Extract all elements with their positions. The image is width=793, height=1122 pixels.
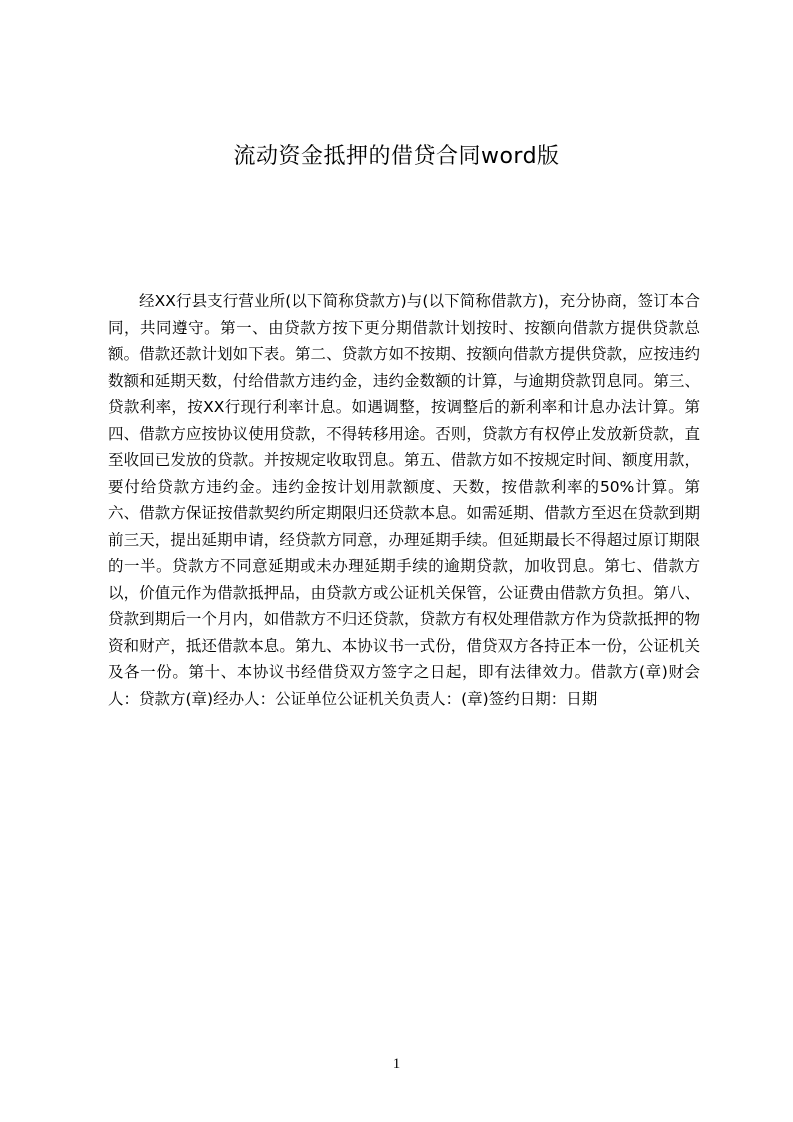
document-title: 流动资金抵押的借贷合同word版 [233,144,560,169]
contract-body-text: 经XX行县支行营业所(以下简称贷款方)与(以下简称借款方)，充分协商，签订本合同，共同遵守。第一、由贷款方按下更分期借款计划按时、按额向借款方提供贷款总额。借款还款计划如下表。第二、贷款方如不按期、按额向借款方提供贷款，应按违约数额和延期天数，付给借款方违约金，违约金数额的计算，与逾期贷款罚息同。第三、贷款利率，按XX行现行利率计息。如遇调整，按调整后的新利率和计息办法计算。第四、借款方应按协议使用贷款，不得转移用途。否则，贷款方有权停止发放新贷款，直至收回已发放的贷款。并按规定收取罚息。第五、借款方如不按规定时间、额度用款，要付给贷款方违约金。违约金按计划用款额度、天数，按借款利率的50%计算。第六、借款方保证按借款契约所定期限归还贷款本息。如需延期、借款方至迟在贷款到期前三天，提出延期申请，经贷款方同意，办理延期手续。但延期最长不得超过原订期限的一半。贷款方不同意延期或未办理延期手续的逾期贷款，加收罚息。第七、借款方以，价值元作为借款抵押品，由贷款方或公证机关保管，公证费由借款方负担。第八、贷款到期后一个月内，如借款方不归还贷款，贷款方有权处理借款方作为贷款抵押的物资和财产，抵还借款本息。第九、本协议书一式份，借贷双方各持正本一份，公证机关及各一份。第十、本协议书经借贷双方签字之日起，即有法律效力。借款方(章)财会人：贷款方(章)经办人：公证单位公证机关负责人：(章)签约日期：日期 [108,292,700,708]
page-number: 1 [392,1056,401,1072]
